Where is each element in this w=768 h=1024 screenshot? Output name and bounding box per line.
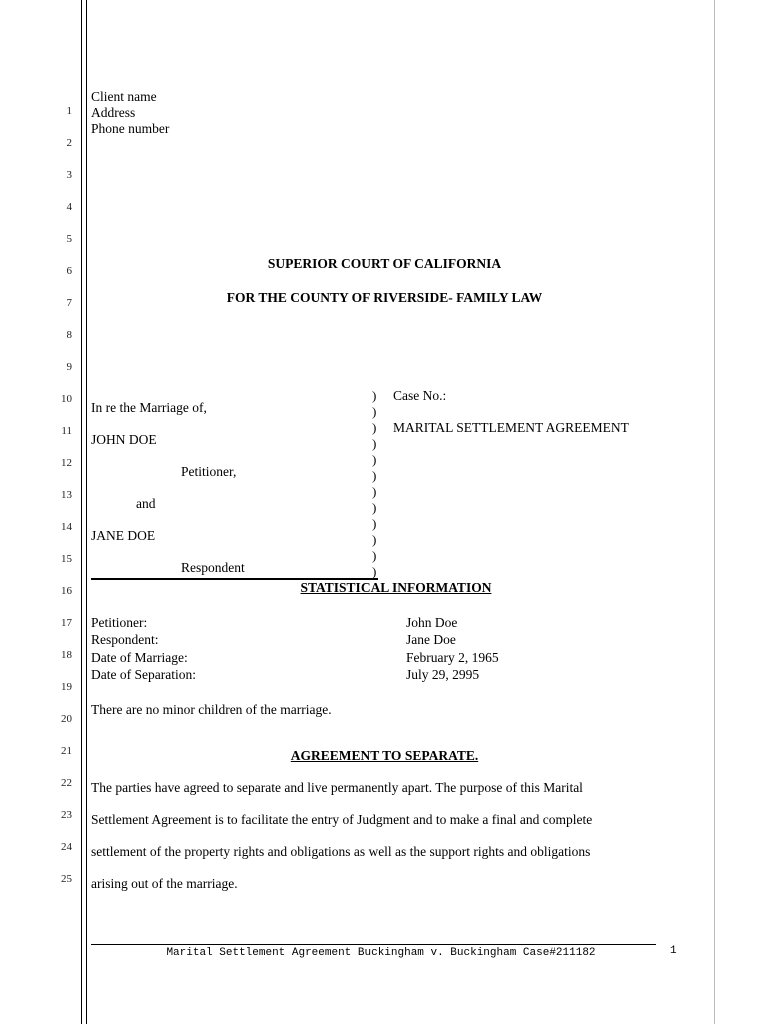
margin-rule-right bbox=[714, 0, 715, 1024]
line-number: 15 bbox=[61, 553, 72, 565]
case-number-label: Case No.: bbox=[393, 388, 447, 403]
stats-value: John Doe bbox=[406, 615, 458, 630]
footer-rule bbox=[91, 944, 656, 945]
stats-label: Date of Separation: bbox=[91, 667, 196, 682]
caption-paren: ) bbox=[372, 404, 377, 419]
line-number: 7 bbox=[66, 297, 72, 309]
caption-paren: ) bbox=[372, 484, 377, 499]
paragraph-line: arising out of the marriage. bbox=[91, 876, 238, 891]
and-label: and bbox=[136, 496, 156, 511]
caption-paren: ) bbox=[372, 420, 377, 435]
agreement-heading: AGREEMENT TO SEPARATE. bbox=[290, 748, 479, 763]
line-number: 9 bbox=[66, 361, 72, 373]
line-number: 13 bbox=[61, 489, 72, 501]
line-number: 18 bbox=[61, 649, 72, 661]
line-number: 21 bbox=[61, 745, 72, 757]
court-county: FOR THE COUNTY OF RIVERSIDE- FAMILY LAW bbox=[226, 290, 543, 305]
caption-paren: ) bbox=[372, 564, 377, 579]
line-number: 4 bbox=[66, 201, 72, 213]
margin-rule-inner bbox=[86, 0, 87, 1024]
caption-paren: ) bbox=[372, 436, 377, 451]
line-number: 5 bbox=[66, 233, 72, 245]
paragraph-line: settlement of the property rights and obligations as well as the support rights and obligations bbox=[91, 844, 591, 859]
caption-paren: ) bbox=[372, 388, 377, 403]
line-number: 20 bbox=[61, 713, 72, 725]
line-number: 1 bbox=[66, 105, 72, 117]
line-number: 16 bbox=[61, 585, 72, 597]
line-number: 11 bbox=[61, 425, 72, 437]
line-number: 2 bbox=[66, 137, 72, 149]
stats-label: Respondent: bbox=[91, 632, 159, 647]
children-note: There are no minor children of the marriage. bbox=[91, 702, 332, 717]
agreement-paragraph bbox=[91, 772, 661, 900]
line-number: 8 bbox=[66, 329, 72, 341]
caption-paren: ) bbox=[372, 532, 377, 547]
line-number: 22 bbox=[61, 777, 72, 789]
margin-rule-outer bbox=[81, 0, 82, 1024]
page-number: 1 bbox=[670, 945, 677, 957]
stats-heading: STATISTICAL INFORMATION bbox=[300, 580, 492, 595]
line-number: 19 bbox=[61, 681, 72, 693]
petitioner-name: JOHN DOE bbox=[91, 432, 157, 447]
in-re-marriage: In re the Marriage of, bbox=[91, 400, 207, 415]
stats-label: Date of Marriage: bbox=[91, 650, 188, 665]
petitioner-label: Petitioner, bbox=[181, 464, 237, 479]
respondent-name: JANE DOE bbox=[91, 528, 156, 543]
stats-value: Jane Doe bbox=[406, 632, 456, 647]
document-title: MARITAL SETTLEMENT AGREEMENT bbox=[393, 420, 629, 435]
court-name: SUPERIOR COURT OF CALIFORNIA bbox=[267, 256, 502, 271]
line-number: 24 bbox=[61, 841, 72, 853]
stats-value: February 2, 1965 bbox=[406, 650, 499, 665]
caption-paren: ) bbox=[372, 452, 377, 467]
line-number: 3 bbox=[66, 169, 72, 181]
sender-address: Address bbox=[91, 105, 136, 120]
line-number: 14 bbox=[61, 521, 72, 533]
stats-label: Petitioner: bbox=[91, 615, 148, 630]
sender-name: Client name bbox=[91, 89, 157, 104]
line-number: 6 bbox=[66, 265, 72, 277]
caption-paren: ) bbox=[372, 500, 377, 515]
caption-paren: ) bbox=[372, 468, 377, 483]
line-number: 25 bbox=[61, 873, 72, 885]
paragraph-line: The parties have agreed to separate and live permanently apart. The purpose of this Marital bbox=[91, 780, 583, 795]
respondent-label: Respondent bbox=[181, 560, 245, 575]
line-number: 10 bbox=[61, 393, 72, 405]
paragraph-line: Settlement Agreement is to facilitate the entry of Judgment and to make a final and complete bbox=[91, 812, 593, 827]
stats-value: July 29, 2995 bbox=[406, 667, 480, 682]
caption-paren: ) bbox=[372, 516, 377, 531]
footer-text: Marital Settlement Agreement Buckingham v. Buckingham Case#211182 bbox=[166, 947, 596, 959]
line-number: 12 bbox=[61, 457, 72, 469]
caption-paren: ) bbox=[372, 548, 377, 563]
line-number: 23 bbox=[61, 809, 72, 821]
line-number: 17 bbox=[61, 617, 72, 629]
sender-phone: Phone number bbox=[91, 121, 170, 136]
